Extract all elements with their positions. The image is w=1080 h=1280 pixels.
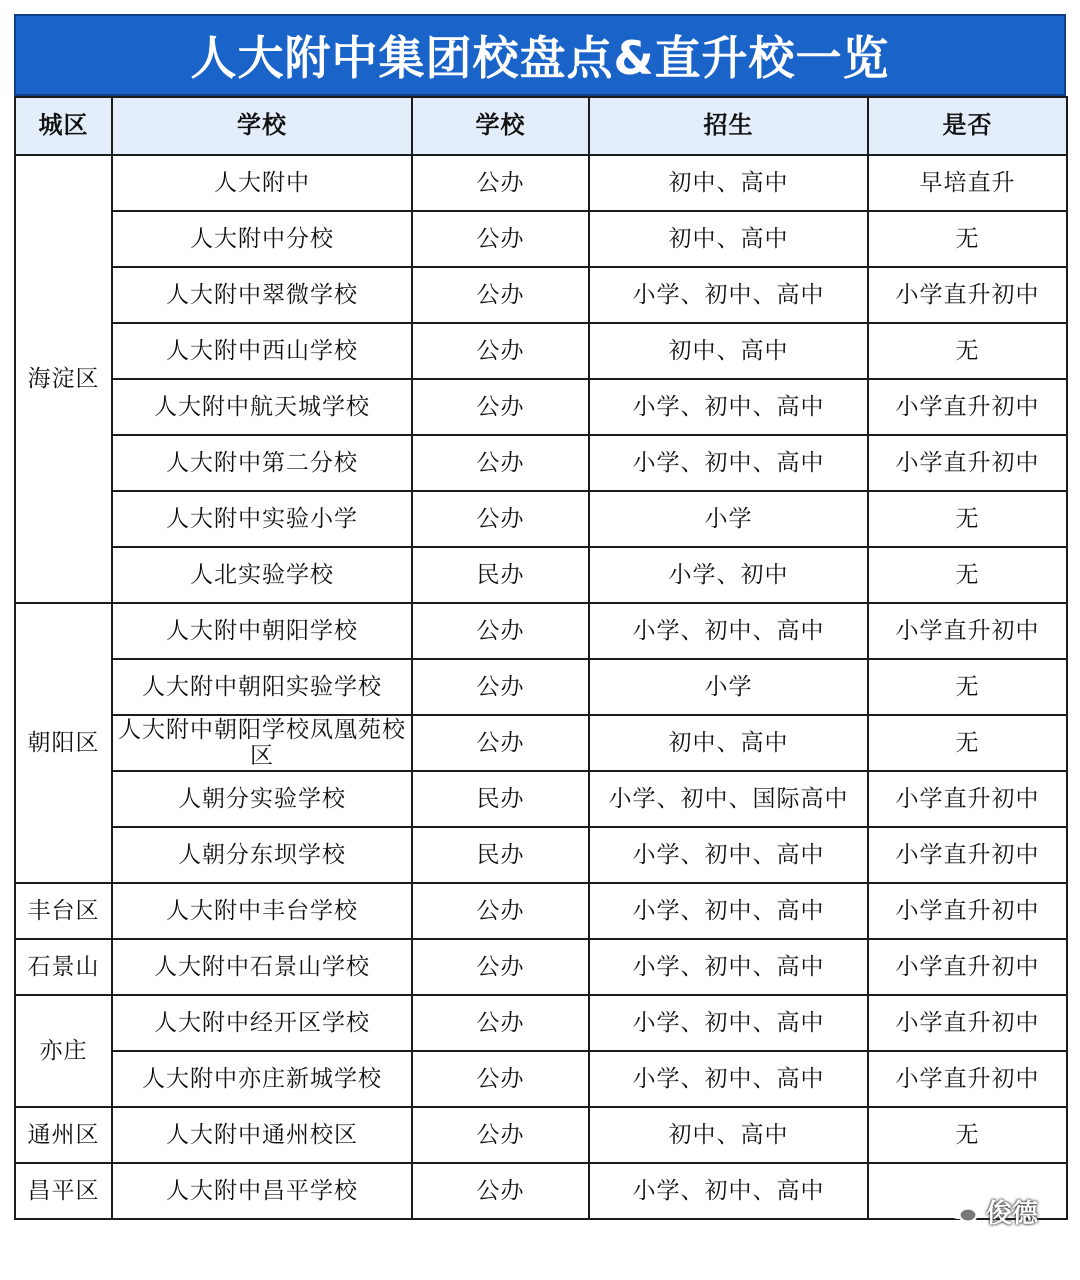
type-cell: 公办 [412, 659, 589, 715]
wechat-icon [948, 1200, 978, 1224]
table-row [15, 491, 1067, 547]
watermark-text: 俊德 [985, 1199, 1038, 1229]
table-row [15, 1107, 1067, 1163]
district-cell: 海淀区 [15, 155, 112, 603]
school-cell: 人北实验学校 [112, 547, 412, 603]
school-cell: 人大附中翠微学校 [112, 267, 412, 323]
school-cell: 人大附中丰台学校 [112, 883, 412, 939]
direct-cell: 无 [868, 491, 1067, 547]
enroll-cell: 小学、初中、高中 [589, 1051, 868, 1107]
table-row [15, 1051, 1067, 1107]
school-cell: 人大附中通州校区 [112, 1107, 412, 1163]
school-cell: 人大附中实验小学 [112, 491, 412, 547]
direct-cell: 小学直升初中 [868, 883, 1067, 939]
type-cell: 公办 [412, 883, 589, 939]
direct-cell: 小学直升初中 [868, 1051, 1067, 1107]
table-row [15, 659, 1067, 715]
type-cell: 公办 [412, 939, 589, 995]
school-cell: 人大附中分校 [112, 211, 412, 267]
direct-cell: 小学直升初中 [868, 827, 1067, 883]
table-row [15, 995, 1067, 1051]
type-cell: 公办 [412, 211, 589, 267]
enroll-cell: 初中、高中 [589, 1107, 868, 1163]
direct-cell: 无 [868, 1107, 1067, 1163]
table-row [15, 547, 1067, 603]
school-cell: 人朝分实验学校 [112, 771, 412, 827]
table-row [15, 715, 1067, 771]
table-row [15, 379, 1067, 435]
enroll-cell: 小学、初中、高中 [589, 827, 868, 883]
enroll-cell: 小学、初中、高中 [589, 603, 868, 659]
enroll-cell: 小学、初中、高中 [589, 435, 868, 491]
type-cell: 公办 [412, 155, 589, 211]
direct-cell: 无 [868, 211, 1067, 267]
type-cell: 公办 [412, 1107, 589, 1163]
direct-cell: 小学直升初中 [868, 995, 1067, 1051]
header-direct: 是否 [868, 97, 1067, 155]
district-cell: 丰台区 [15, 883, 112, 939]
direct-cell: 小学直升初中 [868, 379, 1067, 435]
direct-cell: 早培直升 [868, 155, 1067, 211]
header-row [15, 97, 1067, 155]
school-cell: 人大附中西山学校 [112, 323, 412, 379]
watermark [948, 1193, 1038, 1230]
district-cell: 石景山 [15, 939, 112, 995]
enroll-cell: 小学、初中、高中 [589, 379, 868, 435]
school-cell: 人大附中昌平学校 [112, 1163, 412, 1219]
enroll-cell: 初中、高中 [589, 155, 868, 211]
table-row [15, 435, 1067, 491]
direct-cell: 小学直升初中 [868, 267, 1067, 323]
header-type: 学校 [412, 97, 589, 155]
enroll-cell: 小学、初中 [589, 547, 868, 603]
table-sheet [14, 14, 1066, 1266]
enroll-cell: 初中、高中 [589, 323, 868, 379]
school-table [14, 96, 1068, 1220]
enroll-cell: 小学 [589, 491, 868, 547]
table-row [15, 155, 1067, 211]
direct-cell: 无 [868, 323, 1067, 379]
header-school: 学校 [112, 97, 412, 155]
type-cell: 公办 [412, 603, 589, 659]
type-cell: 公办 [412, 491, 589, 547]
table-body [15, 155, 1067, 1219]
school-cell: 人大附中经开区学校 [112, 995, 412, 1051]
table-row [15, 211, 1067, 267]
school-cell: 人大附中朝阳实验学校 [112, 659, 412, 715]
table-row [15, 603, 1067, 659]
enroll-cell: 小学、初中、高中 [589, 883, 868, 939]
direct-cell: 小学直升初中 [868, 435, 1067, 491]
school-cell: 人大附中亦庄新城学校 [112, 1051, 412, 1107]
table-row [15, 883, 1067, 939]
school-cell: 人大附中朝阳学校 [112, 603, 412, 659]
school-cell: 人大附中航天城学校 [112, 379, 412, 435]
direct-cell: 小学直升初中 [868, 603, 1067, 659]
header-enroll: 招生 [589, 97, 868, 155]
enroll-cell: 小学、初中、高中 [589, 995, 868, 1051]
school-cell: 人大附中石景山学校 [112, 939, 412, 995]
school-cell: 人大附中第二分校 [112, 435, 412, 491]
type-cell: 公办 [412, 379, 589, 435]
type-cell: 民办 [412, 547, 589, 603]
direct-cell: 无 [868, 547, 1067, 603]
type-cell: 民办 [412, 827, 589, 883]
enroll-cell: 小学 [589, 659, 868, 715]
direct-cell: 小学直升初中 [868, 771, 1067, 827]
page-title: 人大附中集团校盘点&直升校一览 [14, 14, 1066, 96]
district-cell: 通州区 [15, 1107, 112, 1163]
direct-cell: 无 [868, 659, 1067, 715]
enroll-cell: 初中、高中 [589, 715, 868, 771]
enroll-cell: 小学、初中、国际高中 [589, 771, 868, 827]
type-cell: 民办 [412, 771, 589, 827]
district-cell: 昌平区 [15, 1163, 112, 1219]
type-cell: 公办 [412, 995, 589, 1051]
district-cell: 亦庄 [15, 995, 112, 1107]
type-cell: 公办 [412, 715, 589, 771]
enroll-cell: 小学、初中、高中 [589, 939, 868, 995]
type-cell: 公办 [412, 323, 589, 379]
direct-cell: 小学直升初中 [868, 939, 1067, 995]
enroll-cell: 小学、初中、高中 [589, 267, 868, 323]
table-row [15, 267, 1067, 323]
table-row [15, 1163, 1067, 1219]
district-cell: 朝阳区 [15, 603, 112, 883]
table-row [15, 323, 1067, 379]
school-cell: 人大附中 [112, 155, 412, 211]
school-cell: 人大附中朝阳学校凤凰苑校区 [112, 715, 412, 771]
type-cell: 公办 [412, 267, 589, 323]
table-row [15, 771, 1067, 827]
direct-cell: 无 [868, 715, 1067, 771]
type-cell: 公办 [412, 1051, 589, 1107]
header-district: 城区 [15, 97, 112, 155]
type-cell: 公办 [412, 435, 589, 491]
school-cell: 人朝分东坝学校 [112, 827, 412, 883]
table-row [15, 827, 1067, 883]
enroll-cell: 初中、高中 [589, 211, 868, 267]
type-cell: 公办 [412, 1163, 589, 1219]
enroll-cell: 小学、初中、高中 [589, 1163, 868, 1219]
table-row [15, 939, 1067, 995]
